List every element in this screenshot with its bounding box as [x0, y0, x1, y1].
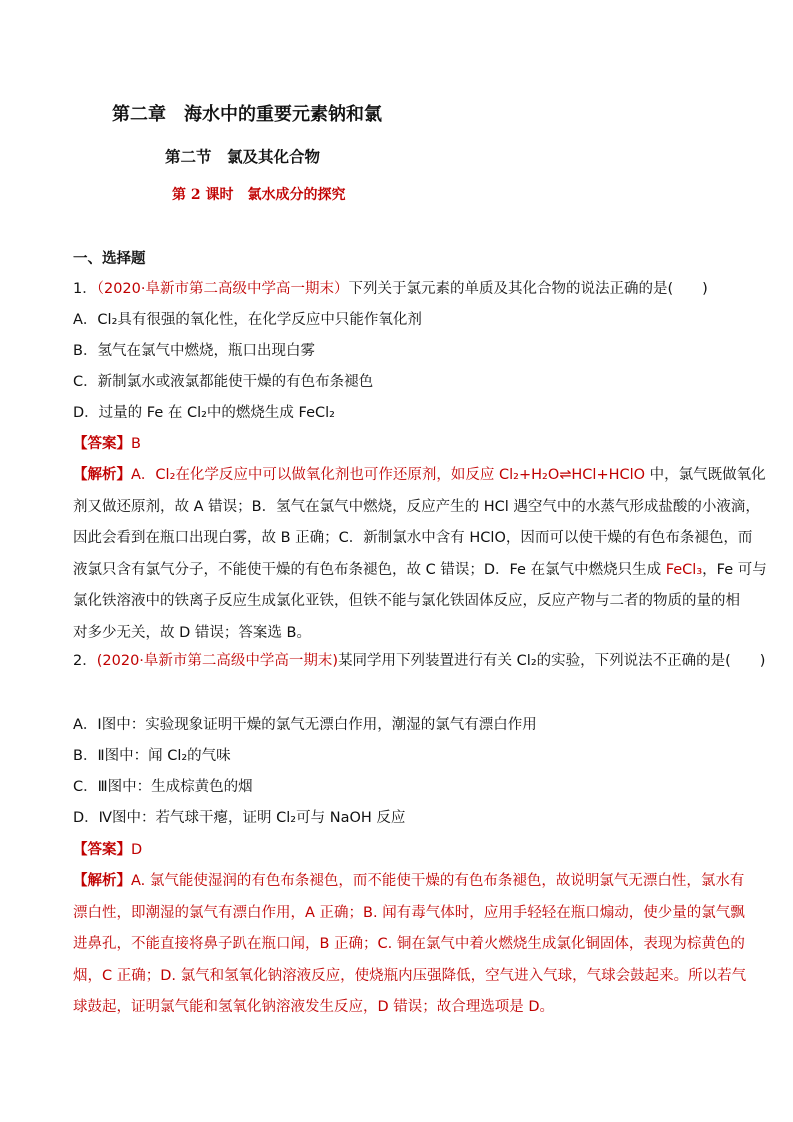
- answer-tag: 【答案】: [73, 436, 131, 452]
- question-source: （2020·阜新市第二高级中学高一期末）: [96, 281, 349, 297]
- question-type-heading: 一、选择题: [73, 251, 146, 267]
- analysis-line: [73, 592, 740, 610]
- analysis-tag: 【解析】: [73, 467, 131, 483]
- analysis-text: A．Cl₂在化学反应中可以做氧化剂也可作还原剂，如反应: [131, 467, 499, 483]
- question-source: (2020·阜新市第二高级中学高一期末): [96, 653, 339, 669]
- analysis-highlight: FeCl₃: [665, 561, 703, 578]
- analysis-line: [73, 998, 554, 1016]
- question-1-stem: [73, 280, 708, 298]
- analysis-text: 液氯只含有氯气分子，不能使干燥的有色布条褪色，故 C 错误；D．Fe 在氯气中燃烧只生成: [73, 561, 666, 578]
- q1-option-b: B．氢气在氯气中燃烧，瓶口出现白雾: [73, 343, 315, 359]
- q1-option-d: D．过量的 Fe 在 Cl₂中的燃烧生成 FeCl₂: [73, 405, 335, 421]
- chapter-title: 第二章 海水中的重要元素钠和氯: [112, 104, 382, 125]
- analysis-line: [73, 498, 760, 516]
- analysis-text: 烟，C 正确；D. 氯气和氢氧化钠溶液反应，使烧瓶内压强降低，空气进入气球，气球会鼓起来。所以若气: [73, 967, 747, 984]
- analysis-text: 进鼻孔，不能直接将鼻子趴在瓶口闻，B 正确；C. 铜在氯气中着火燃烧生成氯化铜固体，表现为棕黄色的: [73, 936, 745, 952]
- question-text: 下列关于氯元素的单质及其化合物的说法正确的是( ): [348, 281, 708, 297]
- q2-option-b: B．Ⅱ图中：闻 Cl₂的气味: [73, 748, 231, 764]
- q2-answer: [73, 841, 142, 859]
- answer-tag: 【答案】: [73, 842, 131, 858]
- question-2-stem: [73, 652, 765, 670]
- analysis-text: 漂白性，即潮湿的氯气有漂白作用，A 正确；B. 闻有毒气体时，应用手轻轻在瓶口煽动，使少量的氯气飘: [73, 904, 745, 921]
- answer-value: B: [131, 436, 141, 452]
- analysis-line: [73, 624, 311, 642]
- analysis-text: ，Fe 可与: [702, 561, 767, 578]
- analysis-line: [73, 561, 767, 579]
- analysis-line: [73, 967, 747, 985]
- answer-value: D: [131, 842, 143, 858]
- analysis-text: 对多少无关，故 D 错误；答案选 B。: [73, 624, 311, 641]
- analysis-line: [73, 904, 745, 922]
- analysis-line: [73, 872, 745, 890]
- q2-option-a: A．Ⅰ图中：实验现象证明干燥的氯气无漂白作用，潮湿的氯气有漂白作用: [73, 717, 537, 733]
- q1-answer: [73, 435, 141, 453]
- analysis-text: 剂又做还原剂，故 A 错误；B．氢气在氯气中燃烧，反应产生的 HCl 遇空气中的水蒸气形成盐酸的小液滴，: [73, 498, 760, 515]
- analysis-text: 中，氯气既做氧化: [645, 467, 766, 483]
- analysis-text: 氯化铁溶液中的铁离子反应生成氯化亚铁，但铁不能与氯化铁固体反应，反应产物与二者的物质的量的相: [73, 593, 740, 609]
- analysis-text: A. 氯气能使湿润的有色布条褪色，而不能使干燥的有色布条褪色，故说明氯气无漂白性，氯水有: [131, 873, 745, 889]
- question-number: 2．: [73, 653, 97, 669]
- analysis-tag: 【解析】: [73, 873, 131, 889]
- analysis-line: [73, 935, 745, 953]
- analysis-line: [73, 529, 753, 547]
- lesson-title: 第 2 课时 氯水成分的探究: [172, 187, 346, 203]
- q2-option-c: C．Ⅲ图中：生成棕黄色的烟: [73, 779, 253, 795]
- section-title: 第二节 氯及其化合物: [165, 147, 321, 166]
- analysis-text: 因此会看到在瓶口出现白雾，故 B 正确；C．新制氯水中含有 HClO，因而可以使干燥的有色布条褪色，而: [73, 530, 753, 546]
- analysis-text: 球鼓起，证明氯气能和氢氧化钠溶液发生反应，D 错误；故合理选项是 D。: [73, 999, 555, 1015]
- analysis-line: [73, 466, 766, 484]
- analysis-highlight: Cl₂+H₂O⇌HCl+HClO: [499, 467, 646, 483]
- q1-option-c: C．新制氯水或液氯都能使干燥的有色布条褪色: [73, 374, 374, 390]
- q2-option-d: D．Ⅳ图中：若气球干瘪，证明 Cl₂可与 NaOH 反应: [73, 810, 406, 826]
- question-number: 1．: [73, 281, 97, 297]
- question-text: 某同学用下列装置进行有关 Cl₂的实验，下列说法不正确的是( ): [338, 653, 766, 669]
- q1-option-a: A．Cl₂具有很强的氧化性，在化学反应中只能作氧化剂: [73, 312, 422, 328]
